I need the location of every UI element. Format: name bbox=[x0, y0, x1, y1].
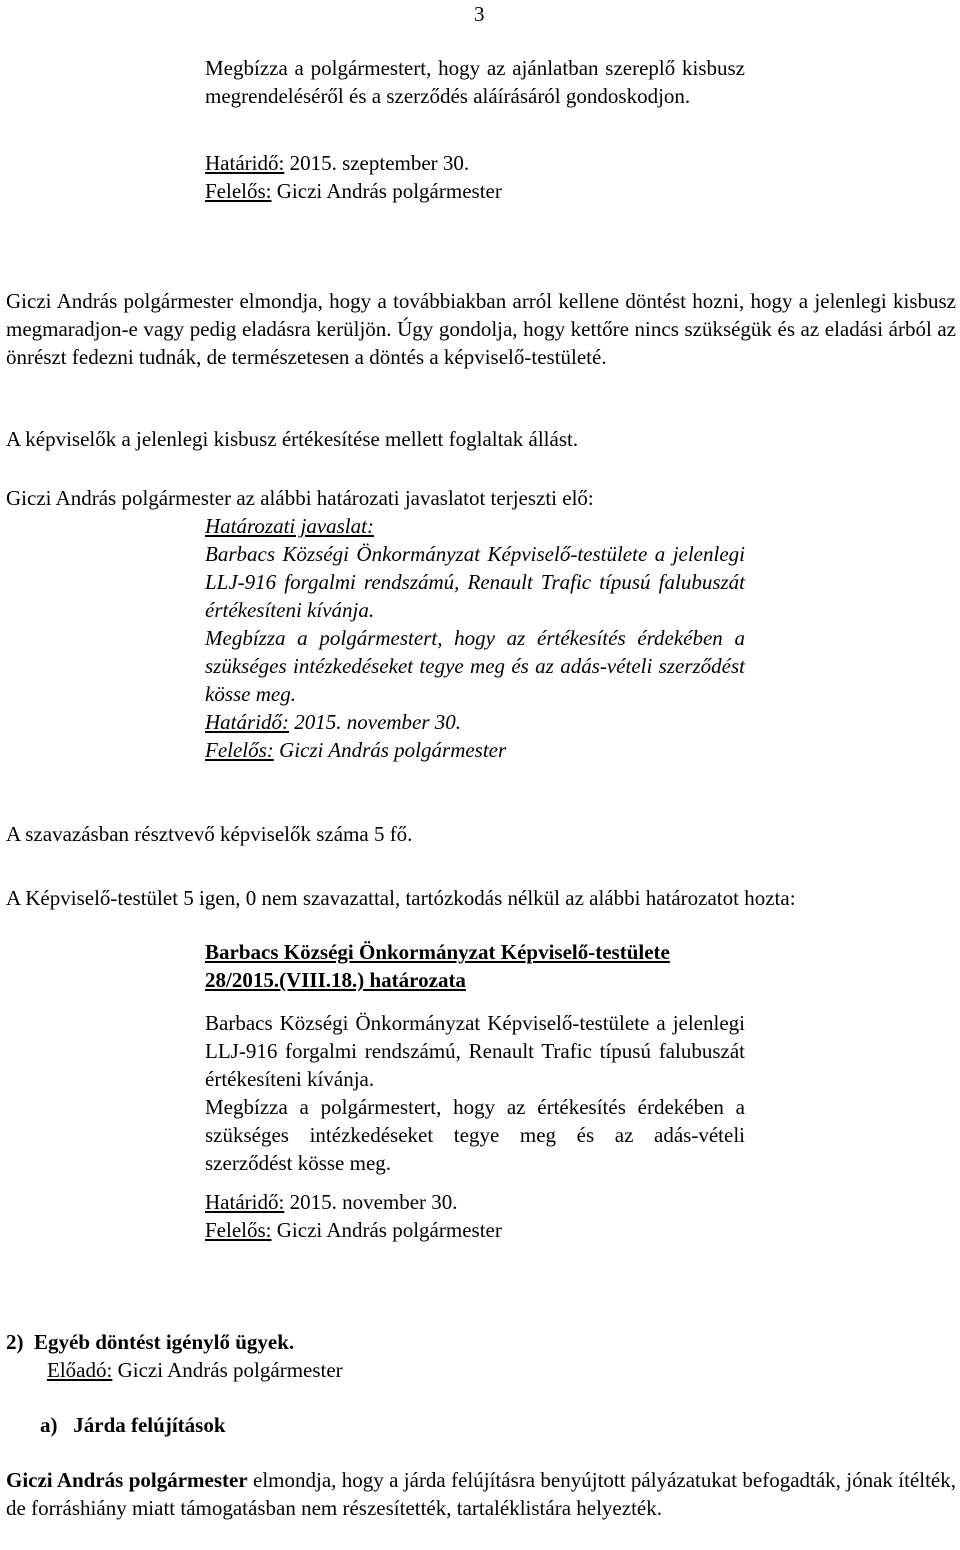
vote-participants: A szavazásban résztvevő képviselők száma 5 fő. bbox=[6, 822, 413, 846]
responsible-label: Felelős: bbox=[205, 738, 274, 762]
resolution-proposal bbox=[205, 512, 745, 764]
deadline-label: Határidő: bbox=[205, 710, 289, 734]
responsible-value: Giczi András polgármester bbox=[271, 1218, 502, 1242]
responsible-value: Giczi András polgármester bbox=[273, 738, 507, 762]
sidewalk-text: elmondja, hogy a járda felújításra benyújtott pályázatukat befogadták, jónak ítélték, de forráshiány miatt támogatásban nem részesítették, tartaléklistára helyezték. bbox=[6, 1468, 956, 1520]
sidewalk-paragraph bbox=[6, 1466, 956, 1522]
speaker-name: Giczi András polgármester bbox=[6, 1468, 248, 1492]
deadline-value: 2015. november 30. bbox=[289, 710, 462, 734]
proposal-responsible bbox=[205, 736, 745, 764]
proposal-text-2: Megbízza a polgármestert, hogy az értékesítés érdekében a szükséges intézkedéseket tegye meg és az adás-vételi szerződést kösse meg. bbox=[205, 626, 745, 706]
resolution-title-line-2: 28/2015.(VIII.18.) határozata bbox=[205, 968, 466, 992]
resolution bbox=[205, 938, 745, 994]
responsible-value: Giczi András polgármester bbox=[271, 179, 502, 203]
presenter-value: Giczi András polgármester bbox=[112, 1358, 343, 1382]
presenter-label: Előadó: bbox=[47, 1358, 113, 1382]
proposal-intro bbox=[6, 484, 956, 512]
proposal-text-1: Barbacs Községi Önkormányzat Képviselő-testülete a jelenlegi LLJ-916 forgalmi rendszámú, Renault Trafic típusú falubuszát értékesíteni kívánja. bbox=[205, 542, 745, 622]
responsible-label: Felelős: bbox=[205, 1218, 272, 1242]
speaker-name: Giczi András polgármester bbox=[6, 486, 232, 510]
page-number: 3 bbox=[474, 2, 485, 26]
mayor-statement-paragraph bbox=[6, 287, 956, 371]
proposal-deadline bbox=[205, 708, 745, 736]
proposal-heading: Határozati javaslat: bbox=[205, 514, 374, 538]
resolution-title-line-1: Barbacs Községi Önkormányzat Képviselő-testülete bbox=[205, 940, 670, 964]
resolution-deadline bbox=[205, 1188, 745, 1216]
representatives-position: A képviselők a jelenlegi kisbusz értékesítése mellett foglaltak állást. bbox=[6, 427, 579, 451]
section-heading: 2) Egyéb döntést igénylő ügyek. bbox=[6, 1330, 295, 1354]
resolution-text-1: Barbacs Községi Önkormányzat Képviselő-testülete a jelenlegi LLJ-916 forgalmi rendszámú, Renault Trafic típusú falubuszát értékesíteni kívánja. bbox=[205, 1011, 745, 1091]
resolution-responsible bbox=[205, 1216, 745, 1244]
resolution-body bbox=[205, 1009, 745, 1177]
deadline-label: Határidő: bbox=[205, 151, 285, 175]
statement-text: elmondja, hogy a továbbiakban arról kellene döntést hozni, hogy a jelenlegi kisbusz megmaradjon-e vagy pedig eladásra kerüljön. Úgy gondolja, hogy kettőre nincs szükségük és az eladási árból az önrészt fedezni tudnák, de természetesen a döntés a képviselő-testületé. bbox=[6, 289, 957, 369]
deadline-line bbox=[205, 149, 745, 177]
deadline-value: 2015. november 30. bbox=[284, 1190, 458, 1214]
responsible-label: Felelős: bbox=[205, 179, 272, 203]
responsible-line bbox=[205, 177, 745, 205]
deadline-value: 2015. szeptember 30. bbox=[284, 151, 470, 175]
presenter-line bbox=[47, 1356, 343, 1384]
speaker-name: Giczi András polgármester bbox=[6, 289, 234, 313]
resolution-text-2: Megbízza a polgármestert, hogy az értékesítés érdekében a szükséges intézkedéseket tegye meg és az adás-vételi szerződést kösse meg. bbox=[205, 1095, 745, 1175]
vote-result: A Képviselő-testület 5 igen, 0 nem szavazattal, tartózkodás nélkül az alábbi határozatot hozta: bbox=[6, 886, 796, 910]
assignment-text: Megbízza a polgármestert, hogy az ajánlatban szereplő kisbusz megrendeléséről és a szerződés aláírásáról gondoskodjon. bbox=[205, 56, 745, 108]
proposal-intro-text: az alábbi határozati javaslatot terjeszti elő: bbox=[231, 486, 594, 510]
subsection-heading: a) Járda felújítások bbox=[40, 1413, 226, 1437]
deadline-label: Határidő: bbox=[205, 1190, 285, 1214]
